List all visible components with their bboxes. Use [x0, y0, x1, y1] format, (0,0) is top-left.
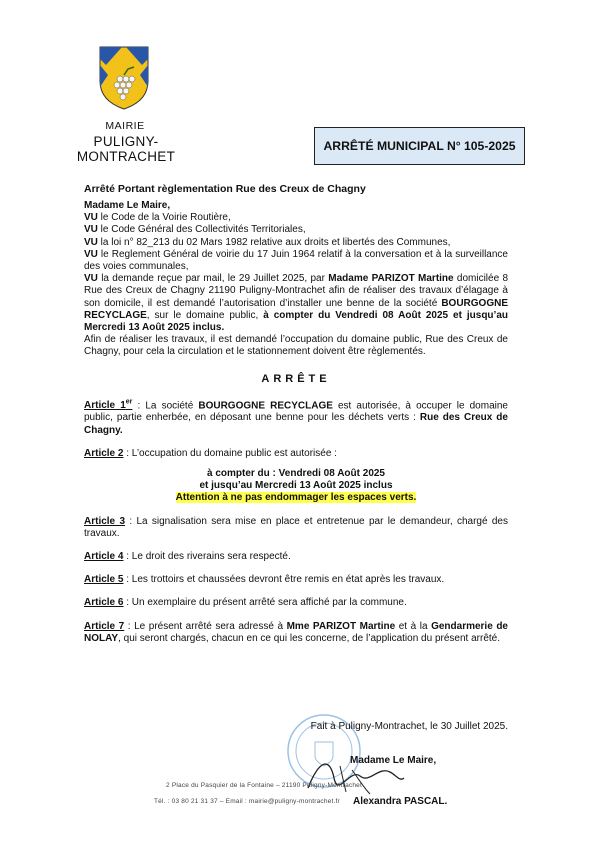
arrete-heading: ARRÊTE — [261, 372, 331, 385]
commune-name: PULIGNY-MONTRACHET — [76, 134, 176, 164]
article-2: Article 2 : L’occupation du domaine public est autorisée : — [84, 447, 337, 459]
vu-loi: VU la loi n° 82_213 du 02 Mars 1982 relative aux droits et libertés des Communes, — [84, 236, 451, 248]
article-5: Article 5 : Les trottoirs et chaussées devront être remis en état après les travaux. — [84, 574, 445, 586]
vu-voirie: VU le Code de la Voirie Routière, — [84, 212, 231, 224]
mairie-label: MAIRIE — [105, 120, 145, 132]
place-and-date: Fait à Puligny-Montrachet, le 30 Juillet 2025. — [310, 721, 508, 732]
salutation: Madame Le Maire, — [84, 200, 171, 211]
footer-address: 2 Place du Pasquier de la Fontaine – 21190 Puligny-Montrachet — [166, 782, 363, 789]
vu-demande: VU la demande reçue par mail, le 29 Juillet 2025, par Madame PARIZOT Martine domicilée 8 Rue des Creux de Chagny 21190 Puligny-Montrachet afin de réaliser des travaux d’élagage à son domicile, il est demandé l’autorisation d’installer une benne de la société BOURGOGNE RECYCLAGE, sur le domaine public, à compter du Vendredi 08 Août 2025 et jusqu’au Mercredi 13 Août 2025 inclus. — [84, 273, 509, 334]
commune-crest-icon — [98, 45, 150, 111]
article-3: Article 3 : La signalisation sera mise en place et entretenue par le demandeur, chargé des travaux. — [84, 515, 508, 539]
vu-cgct: VU le Code Général des Collectivités Territoriales, — [84, 224, 306, 236]
article-2-start-date: à compter du : Vendredi 08 Août 2025 — [206, 467, 385, 479]
article-2-end-date: et jusqu’au Mercredi 13 Août 2025 inclus — [199, 480, 393, 492]
document-subject: Arrêté Portant règlementation Rue des Creux de Chagny — [84, 183, 366, 195]
signatory-name: Alexandra PASCAL. — [353, 796, 448, 807]
article-1: Article 1er : La société BOURGOGNE RECYCLAGE est autorisée, à occuper le domaine public, partie enherbée, en déposant une benne pour les déchets verts : Rue des Creux de Chagny. — [84, 398, 508, 436]
footer-contact: Tél. : 03 80 21 31 37 – Email : mairie@puligny-montrachet.fr — [154, 798, 340, 805]
article-6: Article 6 : Un exemplaire du présent arrêté sera affiché par la commune. — [84, 597, 407, 609]
signatory-title: Madame Le Maire, — [350, 755, 437, 766]
article-7: Article 7 : Le présent arrêté sera adressé à Mme PARIZOT Martine et à la Gendarmerie de NOLAY, qui seront chargés, chacun en ce qui les concerne, de l’application du présent arrêté. — [84, 620, 508, 644]
arrete-title-box — [314, 127, 525, 165]
arrete-title: ARRÊTÉ MUNICIPAL N° 105-2025 — [323, 139, 516, 153]
reason-paragraph: Afin de réaliser les travaux, il est demandé l’occupation du domaine public, Rue des Creux de Chagny, pour cela la circulation et le stationnement doivent être règlementés. — [84, 334, 508, 358]
document-body — [84, 200, 508, 645]
article-4: Article 4 : Le droit des riverains sera respecté. — [84, 551, 291, 562]
article-2-warning: Attention à ne pas endommager les espaces verts. — [175, 492, 417, 504]
vu-reglement: VU le Reglement Général de voirie du 17 Juin 1964 relatif à la conversation et à la surveillance des voies communales, — [84, 248, 508, 273]
